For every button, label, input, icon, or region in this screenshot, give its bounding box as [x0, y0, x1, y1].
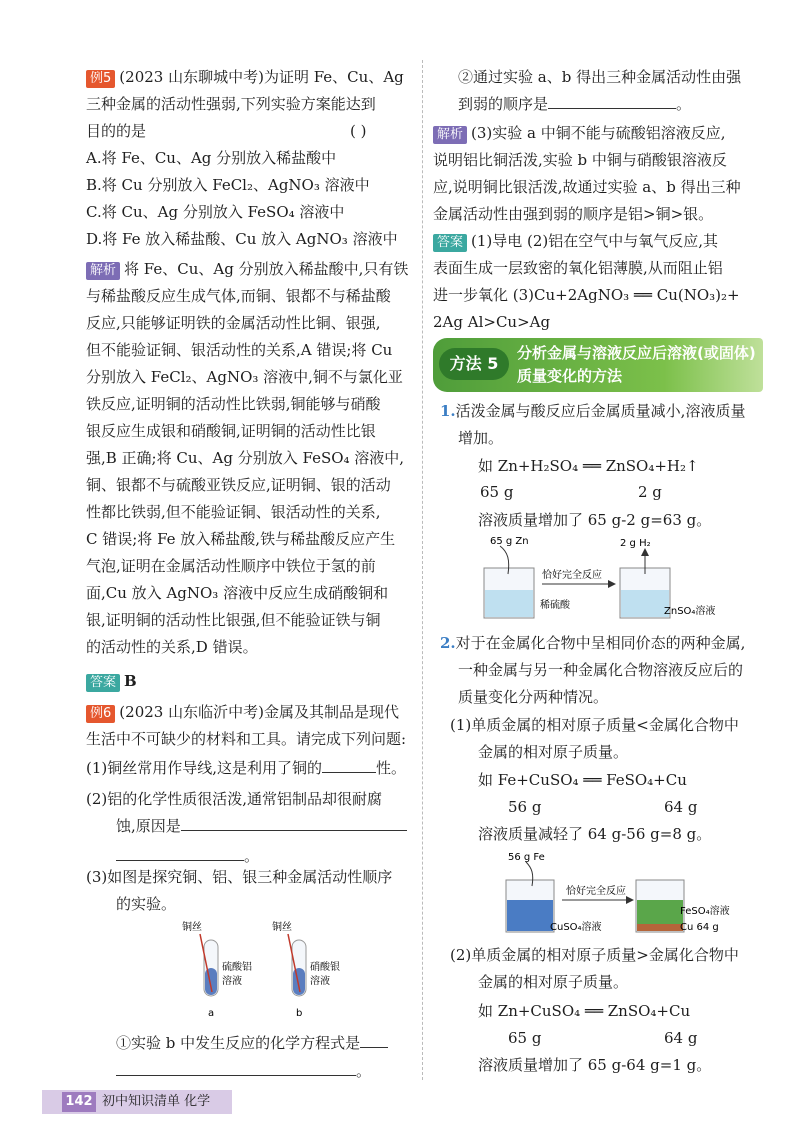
- equation-1-result: 溶液质量增加了 65 g-2 g=63 g。: [478, 511, 712, 529]
- column-divider: [422, 60, 423, 1080]
- analysis-line: 分别放入 FeCl₂、AgNO₃ 溶液中,铜不与氯化亚: [86, 368, 403, 386]
- answer-paren: ( ): [350, 122, 367, 140]
- analysis-line: 但不能验证铜、银活动性的关系,A 错误;将 Cu: [86, 341, 393, 359]
- tube-a-solution-label: 溶液: [222, 976, 242, 987]
- tube-b-solution-label: 溶液: [310, 976, 330, 987]
- beaker-figure-1: [470, 534, 730, 626]
- example-5-line-2: 三种金属的活动性强弱,下列实验方案能达到: [86, 95, 376, 113]
- example-6-line-2: 生活中不可缺少的材料和工具。请完成下列问题:: [86, 730, 407, 748]
- answer-tag: 答案: [433, 234, 467, 252]
- method-5-banner: [433, 338, 763, 392]
- analysis-line: 反应,只能够证明铁的金属活动性比铜、银强,: [86, 314, 381, 332]
- example-tag: 例6: [86, 705, 115, 723]
- answer-line: 表面生成一层致密的氧化铝薄膜,从而阻止铝: [433, 259, 723, 277]
- equation-2: 如 Fe+CuSO₄ ══ FeSO₄+Cu: [478, 771, 687, 789]
- equation-1-mass-1: 65 g: [480, 483, 514, 501]
- question-3-sub-1: ①实验 b 中发生反应的化学方程式是: [116, 1032, 388, 1054]
- option-a: A.将 Fe、Cu、Ag 分别放入稀盐酸中: [86, 149, 337, 167]
- equation-3: 如 Zn+CuSO₄ ══ ZnSO₄+Cu: [478, 1002, 691, 1020]
- answer-line: 进一步氧化 (3)Cu+2AgNO₃ ══ Cu(NO₃)₂+: [433, 286, 740, 304]
- tube-b-caption: b: [296, 1008, 303, 1019]
- page-number: 142: [62, 1092, 96, 1112]
- analysis-line-1: 解析 (3)实验 a 中铜不能与硫酸铝溶液反应,: [433, 122, 726, 144]
- fig2-left-label: CuSO₄溶液: [550, 922, 602, 933]
- fig1-left-label: 稀硫酸: [540, 600, 570, 611]
- tube-a-wire-label: 铜丝: [182, 922, 202, 933]
- question-2-line-2: 蚀,原因是: [116, 815, 407, 837]
- equation-3-result: 溶液质量增加了 65 g-64 g=1 g。: [478, 1056, 712, 1074]
- equation-1-mass-2: 2 g: [638, 483, 662, 501]
- answer-tag: 答案: [86, 674, 120, 692]
- fig2-arrow-label: 恰好完全反应: [566, 886, 626, 897]
- point-1-line-1: 1.活泼金属与酸反应后金属质量减小,溶液质量: [440, 402, 746, 420]
- answer-blank[interactable]: [360, 1032, 388, 1048]
- analysis-line: 性都比铁弱,但不能验证铜、银活动性的关系,: [86, 503, 381, 521]
- analysis-line: 面,Cu 放入 AgNO₃ 溶液中反应生成硝酸铜和: [86, 584, 389, 602]
- fig2-right-label-2: Cu 64 g: [680, 922, 719, 933]
- answer-blank[interactable]: [116, 1060, 356, 1076]
- analysis-line: 银反应生成银和硝酸铜,证明铜的活动性比银: [86, 422, 376, 440]
- option-d: D.将 Fe 放入稀盐酸、Cu 放入 AgNO₃ 溶液中: [86, 230, 398, 248]
- question-3-line-2: 的实验。: [116, 895, 177, 913]
- tube-b-solution-label: 硝酸银: [310, 962, 340, 973]
- analysis-line: 气泡,证明在金属活动性顺序中铁位于氢的前: [86, 557, 376, 575]
- example-5-answer: 答案 B: [86, 670, 137, 692]
- analysis-line: 金属活动性由强到弱的顺序是铝>铜>银。: [433, 205, 714, 223]
- test-tube-b: [288, 934, 306, 996]
- analysis-line: C 错误;将 Fe 放入稀盐酸,铁与稀盐酸反应产生: [86, 530, 396, 548]
- question-2-line-1: (2)铝的化学性质很活泼,通常铝制品却很耐腐: [86, 790, 383, 808]
- analysis-line: 银,证明铜的活动性比银强,但不能验证铁与铜: [86, 611, 381, 629]
- analysis-line: 铁反应,证明铜的活动性比铁弱,铜能够与硝酸: [86, 395, 381, 413]
- analysis-line: 应,说明铜比银活泼,故通过实验 a、b 得出三种: [433, 178, 741, 196]
- answer-line-1: 答案 (1)导电 (2)铝在空气中与氧气反应,其: [433, 230, 718, 252]
- analysis-tag: 解析: [86, 262, 120, 280]
- point-1-line-2: 增加。: [458, 429, 504, 447]
- fig2-right-label-1: FeSO₄溶液: [680, 906, 730, 917]
- question-3-sub-2-line-2: 到弱的顺序是 。: [458, 95, 692, 113]
- tube-a-solution-label: 硫酸铝: [222, 962, 252, 973]
- test-tube-figure: [170, 918, 370, 1022]
- point-2-line-1: 2.对于在金属化合物中呈相同价态的两种金属,: [440, 634, 746, 652]
- analysis-line: 说明铝比铜活泼,实验 b 中铜与硝酸银溶液反: [433, 151, 727, 169]
- analysis-tag: 解析: [433, 126, 467, 144]
- equation-2-result: 溶液质量减轻了 64 g-56 g=8 g。: [478, 825, 712, 843]
- tube-b-wire-label: 铜丝: [272, 922, 292, 933]
- equation-2-mass-1: 56 g: [508, 798, 542, 816]
- analysis-line: 铜、银都不与硫酸亚铁反应,证明铜、银的活动: [86, 476, 391, 494]
- answer-blank[interactable]: [116, 845, 244, 861]
- example-5-line-3: 目的的是: [86, 122, 147, 140]
- example-tag: 例5: [86, 70, 115, 88]
- book-title: 初中知识清单 化学: [102, 1094, 211, 1109]
- analysis-line: 与稀盐酸反应生成气体,而铜、银都不与稀盐酸: [86, 287, 391, 305]
- question-2-line-3: 。: [116, 845, 259, 867]
- fig1-zn-label: 65 g Zn: [490, 536, 529, 547]
- question-1: (1)铜丝常用作导线,这是利用了铜的 性。: [86, 759, 407, 777]
- fig1-arrow-label: 恰好完全反应: [542, 570, 602, 581]
- point-2-line-3: 质量变化分两种情况。: [458, 688, 609, 706]
- case-2-line-1: (2)单质金属的相对原子质量>金属化合物中: [450, 946, 739, 964]
- method-title: 分析金属与溶液反应后溶液(或固体)质量变化的方法: [517, 344, 756, 385]
- analysis-line-1: 解析 将 Fe、Cu、Ag 分别放入稀盐酸中,只有铁: [86, 258, 408, 280]
- example-5-line-1: 例5 (2023 山东聊城中考)为证明 Fe、Cu、Ag: [86, 66, 404, 88]
- equation-3-mass-2: 64 g: [664, 1029, 698, 1047]
- answer-blank[interactable]: [548, 93, 676, 109]
- equation-2-mass-2: 64 g: [664, 798, 698, 816]
- answer-blank[interactable]: [322, 757, 376, 773]
- fig1-right-label: ZnSO₄溶液: [664, 606, 716, 617]
- example-6-line-1: 例6 (2023 山东临沂中考)金属及其制品是现代: [86, 701, 399, 723]
- answer-line: 2Ag Al>Cu>Ag: [433, 313, 551, 331]
- option-b: B.将 Cu 分别放入 FeCl₂、AgNO₃ 溶液中: [86, 176, 370, 194]
- test-tube-a: [200, 934, 218, 996]
- case-1-line-1: (1)单质金属的相对原子质量<金属化合物中: [450, 716, 739, 734]
- question-3-sub-1-cont: 。: [116, 1060, 371, 1082]
- point-2-line-2: 一种金属与另一种金属化合物溶液反应后的: [458, 661, 744, 679]
- option-c: C.将 Cu、Ag 分别放入 FeSO₄ 溶液中: [86, 203, 345, 221]
- analysis-line: 的活动性的关系,D 错误。: [86, 638, 258, 656]
- answer-blank[interactable]: [181, 815, 407, 831]
- method-tag: 方法 5: [439, 348, 509, 380]
- equation-3-mass-1: 65 g: [508, 1029, 542, 1047]
- analysis-line: 强,B 正确;将 Cu、Ag 分别放入 FeSO₄ 溶液中,: [86, 449, 405, 467]
- beaker-figure-2: [490, 850, 740, 940]
- fig2-fe-label: 56 g Fe: [508, 852, 545, 863]
- question-3-line-1: (3)如图是探究铜、铝、银三种金属活动性顺序: [86, 868, 393, 886]
- case-1-line-2: 金属的相对原子质量。: [478, 743, 629, 761]
- case-2-line-2: 金属的相对原子质量。: [478, 973, 629, 991]
- tube-a-caption: a: [208, 1008, 215, 1019]
- fig1-h2-label: 2 g H₂: [620, 538, 651, 549]
- equation-1: 如 Zn+H₂SO₄ ══ ZnSO₄+H₂↑: [478, 457, 699, 475]
- question-3-sub-2-line-1: ②通过实验 a、b 得出三种金属活动性由强: [458, 68, 742, 86]
